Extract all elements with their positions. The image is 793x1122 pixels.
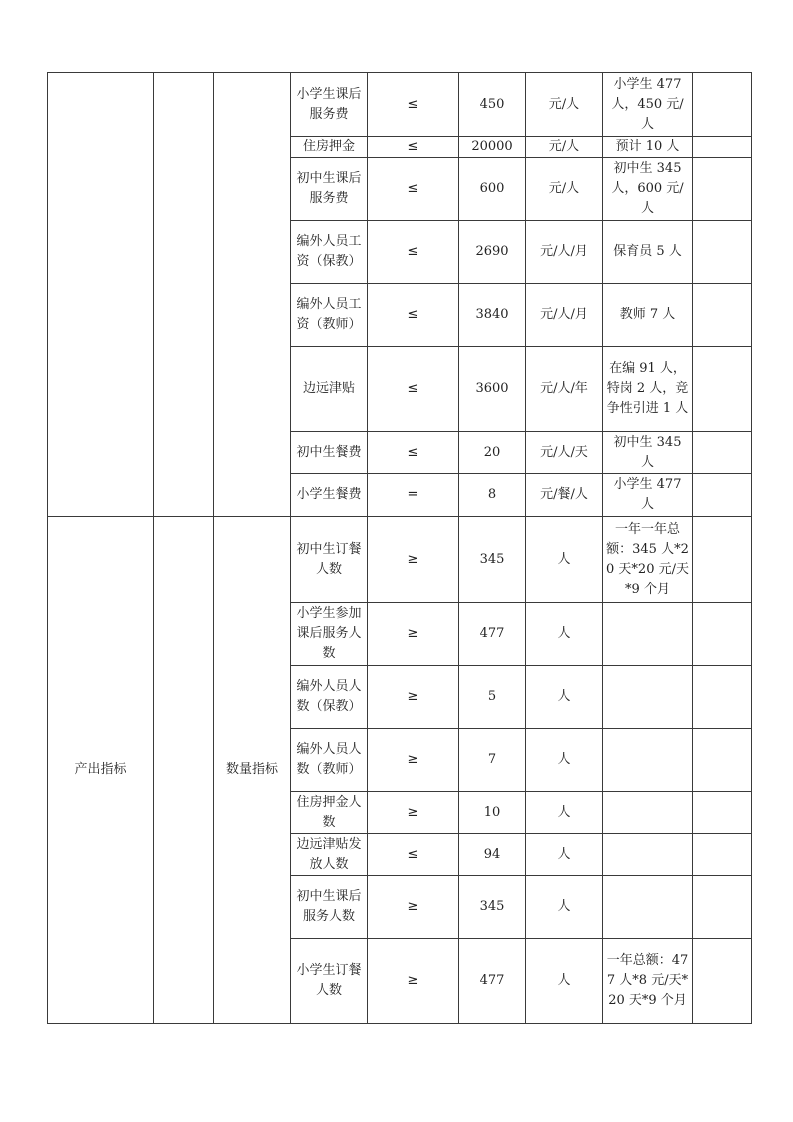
unit: 人 bbox=[526, 792, 603, 834]
unit: 元/人 bbox=[526, 158, 603, 221]
indicator-name: 初中生课后服务费 bbox=[291, 158, 368, 221]
comparison-operator: ≤ bbox=[368, 221, 459, 284]
indicator-name: 住房押金人数 bbox=[291, 792, 368, 834]
category-cell-empty bbox=[48, 73, 154, 517]
comparison-operator: ≥ bbox=[368, 666, 459, 729]
target-value: 5 bbox=[459, 666, 526, 729]
unit: 人 bbox=[526, 666, 603, 729]
note: 教师 7 人 bbox=[603, 284, 693, 347]
unit: 人 bbox=[526, 517, 603, 603]
target-value: 345 bbox=[459, 876, 526, 939]
indicator-name: 初中生订餐人数 bbox=[291, 517, 368, 603]
blank-cell bbox=[154, 517, 214, 1024]
comparison-operator: ≤ bbox=[368, 347, 459, 432]
target-value: 8 bbox=[459, 474, 526, 517]
blank-cell bbox=[154, 73, 214, 517]
indicator-name: 边远津贴发放人数 bbox=[291, 834, 368, 876]
subcategory-cell-empty bbox=[214, 73, 291, 517]
subcategory-cell: 数量指标 bbox=[214, 517, 291, 1024]
target-value: 477 bbox=[459, 603, 526, 666]
indicator-name: 编外人员人数（教师） bbox=[291, 729, 368, 792]
extra-cell bbox=[693, 939, 752, 1024]
extra-cell bbox=[693, 137, 752, 158]
indicator-name: 小学生参加课后服务人数 bbox=[291, 603, 368, 666]
indicator-table bbox=[47, 72, 752, 1024]
extra-cell bbox=[693, 474, 752, 517]
indicator-name: 编外人员工资（保教） bbox=[291, 221, 368, 284]
table-row bbox=[48, 517, 752, 603]
target-value: 3600 bbox=[459, 347, 526, 432]
indicator-name: 住房押金 bbox=[291, 137, 368, 158]
indicator-name: 小学生餐费 bbox=[291, 474, 368, 517]
note: 小学生 477 人 bbox=[603, 474, 693, 517]
extra-cell bbox=[693, 603, 752, 666]
extra-cell bbox=[693, 221, 752, 284]
unit: 元/餐/人 bbox=[526, 474, 603, 517]
unit: 人 bbox=[526, 729, 603, 792]
note bbox=[603, 792, 693, 834]
note bbox=[603, 729, 693, 792]
target-value: 600 bbox=[459, 158, 526, 221]
unit: 元/人/年 bbox=[526, 347, 603, 432]
target-value: 20 bbox=[459, 432, 526, 474]
comparison-operator: ≥ bbox=[368, 517, 459, 603]
note: 预计 10 人 bbox=[603, 137, 693, 158]
unit: 人 bbox=[526, 876, 603, 939]
note bbox=[603, 876, 693, 939]
comparison-operator: = bbox=[368, 474, 459, 517]
indicator-name: 边远津贴 bbox=[291, 347, 368, 432]
target-value: 477 bbox=[459, 939, 526, 1024]
note: 初中生 345 人 bbox=[603, 432, 693, 474]
comparison-operator: ≥ bbox=[368, 729, 459, 792]
extra-cell bbox=[693, 876, 752, 939]
unit: 元/人 bbox=[526, 137, 603, 158]
extra-cell bbox=[693, 834, 752, 876]
comparison-operator: ≥ bbox=[368, 792, 459, 834]
note bbox=[603, 666, 693, 729]
extra-cell bbox=[693, 73, 752, 137]
comparison-operator: ≤ bbox=[368, 158, 459, 221]
note: 一年一年总额：345 人*20 天*20 元/天*9 个月 bbox=[603, 517, 693, 603]
extra-cell bbox=[693, 517, 752, 603]
extra-cell bbox=[693, 347, 752, 432]
note: 保育员 5 人 bbox=[603, 221, 693, 284]
note: 一年总额：477 人*8 元/天*20 天*9 个月 bbox=[603, 939, 693, 1024]
comparison-operator: ≥ bbox=[368, 876, 459, 939]
category-cell: 产出指标 bbox=[48, 517, 154, 1024]
target-value: 450 bbox=[459, 73, 526, 137]
comparison-operator: ≥ bbox=[368, 939, 459, 1024]
comparison-operator: ≤ bbox=[368, 73, 459, 137]
unit: 元/人/天 bbox=[526, 432, 603, 474]
unit: 人 bbox=[526, 834, 603, 876]
indicator-name: 小学生订餐人数 bbox=[291, 939, 368, 1024]
table-row bbox=[48, 73, 752, 137]
indicator-name: 编外人员工资（教师） bbox=[291, 284, 368, 347]
indicator-name: 小学生课后服务费 bbox=[291, 73, 368, 137]
target-value: 3840 bbox=[459, 284, 526, 347]
note bbox=[603, 603, 693, 666]
extra-cell bbox=[693, 792, 752, 834]
unit: 元/人/月 bbox=[526, 221, 603, 284]
comparison-operator: ≤ bbox=[368, 137, 459, 158]
comparison-operator: ≤ bbox=[368, 432, 459, 474]
note: 在编 91 人，特岗 2 人，竞争性引进 1 人 bbox=[603, 347, 693, 432]
note: 初中生 345 人，600 元/人 bbox=[603, 158, 693, 221]
indicator-name: 初中生课后服务人数 bbox=[291, 876, 368, 939]
extra-cell bbox=[693, 432, 752, 474]
note bbox=[603, 834, 693, 876]
extra-cell bbox=[693, 729, 752, 792]
comparison-operator: ≤ bbox=[368, 834, 459, 876]
target-value: 94 bbox=[459, 834, 526, 876]
comparison-operator: ≥ bbox=[368, 603, 459, 666]
unit: 元/人 bbox=[526, 73, 603, 137]
note: 小学生 477 人，450 元/人 bbox=[603, 73, 693, 137]
indicator-name: 初中生餐费 bbox=[291, 432, 368, 474]
extra-cell bbox=[693, 666, 752, 729]
target-value: 10 bbox=[459, 792, 526, 834]
target-value: 20000 bbox=[459, 137, 526, 158]
target-value: 2690 bbox=[459, 221, 526, 284]
comparison-operator: ≤ bbox=[368, 284, 459, 347]
unit: 人 bbox=[526, 939, 603, 1024]
target-value: 345 bbox=[459, 517, 526, 603]
target-value: 7 bbox=[459, 729, 526, 792]
unit: 元/人/月 bbox=[526, 284, 603, 347]
unit: 人 bbox=[526, 603, 603, 666]
extra-cell bbox=[693, 158, 752, 221]
indicator-name: 编外人员人数（保教） bbox=[291, 666, 368, 729]
extra-cell bbox=[693, 284, 752, 347]
